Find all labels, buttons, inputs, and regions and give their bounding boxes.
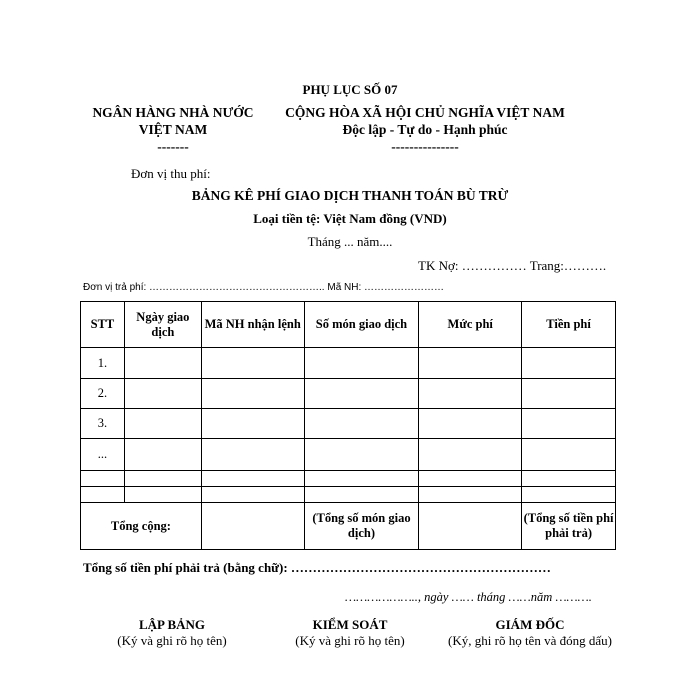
- signature-controller: [250, 617, 450, 649]
- col-header-transaction-count: Số món giao dịch: [304, 302, 419, 348]
- table-row: [81, 487, 616, 503]
- col-header-fee-amount: Tiền phí: [522, 302, 616, 348]
- total-in-words-line: Tổng số tiền phí phải trả (bằng chữ): ……………………………………………………: [83, 560, 551, 575]
- table-row: [81, 379, 616, 409]
- col-header-fee-rate: Mức phí: [419, 302, 522, 348]
- row-index: 1.: [81, 348, 125, 379]
- date-line: ……………….., ngày …… tháng ……năm ……….: [345, 590, 592, 604]
- fee-table: [80, 301, 616, 550]
- signature-note: (Ký, ghi rõ họ tên và đóng dấu): [448, 633, 612, 648]
- total-fee-amount: (Tổng số tiền phí phải trả): [522, 503, 616, 550]
- org-name-line2: VIỆT NAM: [138, 122, 208, 137]
- appendix-number: PHỤ LỤC SỐ 07: [302, 82, 398, 97]
- table-row: [81, 439, 616, 471]
- signature-note: (Ký và ghi rõ họ tên): [295, 633, 405, 648]
- national-motto: Độc lập - Tự do - Hạnh phúc: [342, 122, 508, 137]
- total-transaction-count: (Tổng số món giao dịch): [304, 503, 419, 550]
- row-index: 3.: [81, 409, 125, 439]
- row-index: 2.: [81, 379, 125, 409]
- country-name: CỘNG HÒA XÃ HỘI CHỦ NGHĨA VIỆT NAM: [285, 105, 565, 120]
- table-row: [81, 471, 616, 487]
- signature-role: GIÁM ĐỐC: [495, 617, 565, 632]
- period-line: Tháng ... năm....: [307, 234, 393, 249]
- col-header-transaction-date: Ngày giao dịch: [124, 302, 201, 348]
- table-total-row: [81, 503, 616, 550]
- motto-divider: ---------------: [391, 139, 459, 154]
- row-index: ...: [81, 439, 125, 471]
- signature-director: [430, 617, 630, 649]
- row-index: [81, 471, 125, 487]
- signature-note: (Ký và ghi rõ họ tên): [117, 633, 227, 648]
- org-name-line1: NGÂN HÀNG NHÀ NƯỚC: [92, 105, 254, 120]
- fee-paying-unit-line: Đơn vị trả phí: …………………………………………….. Mã NH: ……………………: [83, 282, 445, 293]
- signature-role: KIỂM SOÁT: [312, 617, 388, 632]
- col-header-receiving-bank-code: Mã NH nhận lệnh: [201, 302, 304, 348]
- signature-role: LẬP BẢNG: [138, 617, 206, 632]
- signature-preparer: [72, 617, 272, 649]
- currency-line: Loại tiền tệ: Việt Nam đồng (VND): [253, 211, 447, 226]
- row-index: [81, 487, 125, 503]
- document-title: BẢNG KÊ PHÍ GIAO DỊCH THANH TOÁN BÙ TRỪ: [191, 188, 509, 203]
- national-header: [270, 104, 580, 155]
- table-header-row: [81, 302, 616, 348]
- org-divider: -------: [157, 139, 189, 154]
- account-page-line: TK Nợ: …………… Trang:……….: [418, 258, 607, 273]
- table-row: [81, 409, 616, 439]
- total-label: Tổng cộng:: [81, 503, 202, 550]
- issuing-organization: [78, 104, 268, 155]
- col-header-stt: STT: [81, 302, 125, 348]
- fee-collecting-unit-label: Đơn vị thu phí:: [131, 166, 211, 181]
- table-row: [81, 348, 616, 379]
